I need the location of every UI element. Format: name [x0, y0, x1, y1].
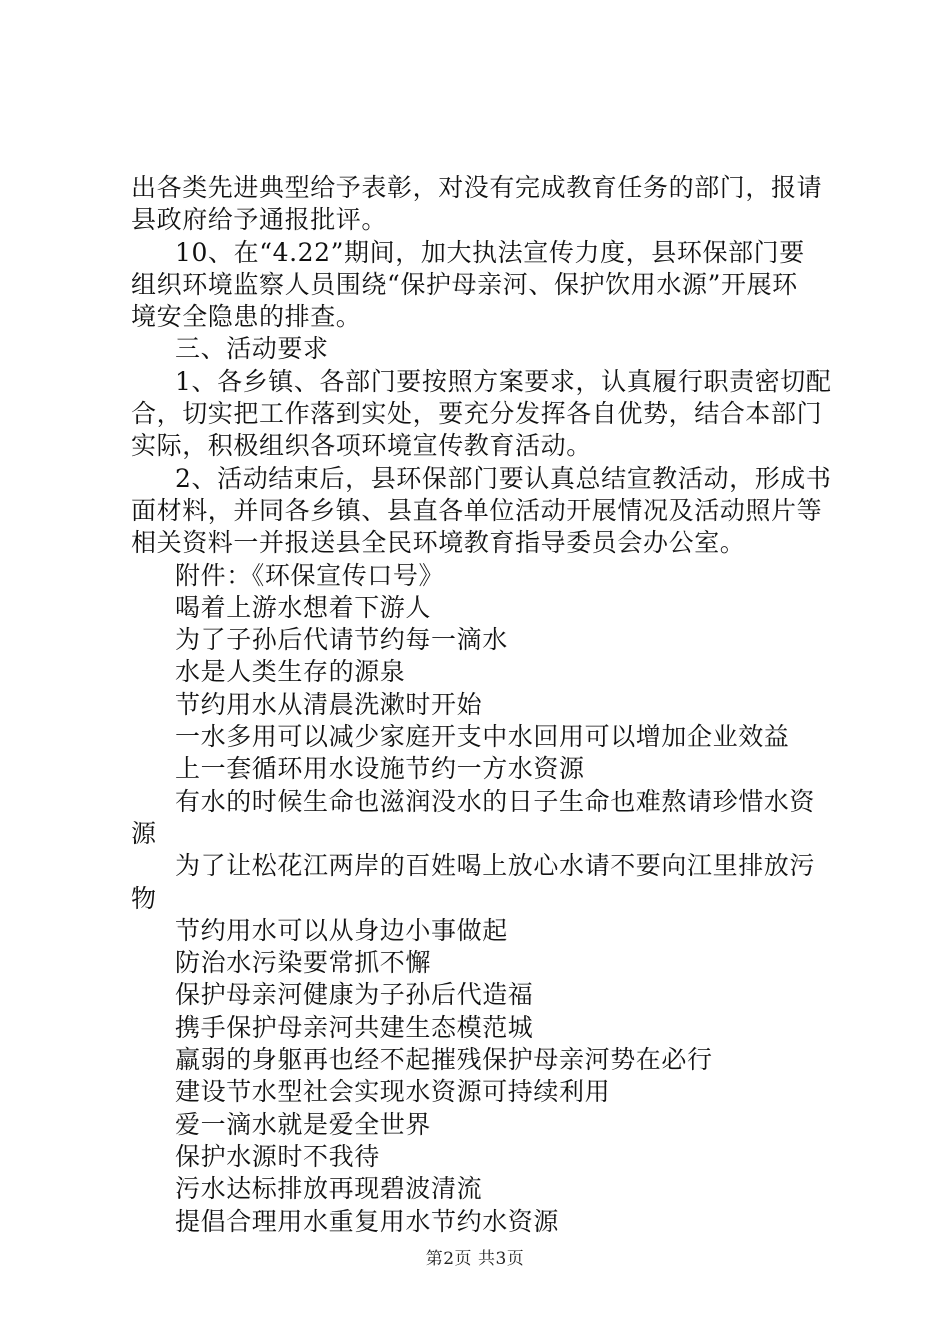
- text-line: 提倡合理用水重复用水节约水资源: [175, 1206, 560, 1236]
- text-line: 10、在“4.22”期间，加大执法宣传力度，县环保部门要: [175, 237, 805, 267]
- text-line: 合，切实把工作落到实处，要充分发挥各自优势，结合本部门: [131, 399, 823, 429]
- text-line: 物: [131, 883, 157, 913]
- text-line: 节约用水可以从身边小事做起: [175, 915, 508, 945]
- text-line: 防治水污染要常抓不懈: [175, 948, 432, 978]
- text-line: 源: [131, 818, 157, 848]
- text-line: 境安全隐患的排查。: [131, 302, 362, 332]
- text-line: 相关资料一并报送县全民环境教育指导委员会办公室。: [131, 528, 746, 558]
- text-line: 出各类先进典型给予表彰，对没有完成教育任务的部门，报请: [131, 173, 823, 202]
- text-line: 三、活动要求: [175, 334, 329, 364]
- text-line: 携手保护母亲河共建生态模范城: [175, 1012, 534, 1042]
- text-line: 羸弱的身躯再也经不起摧残保护母亲河势在必行: [175, 1045, 713, 1075]
- text-line: 面材料，并同各乡镇、县直各单位活动开展情况及活动照片等: [131, 495, 823, 525]
- text-line: 实际，积极组织各项环境宣传教育活动。: [131, 431, 592, 461]
- text-line: 为了子孙后代请节约每一滴水: [175, 625, 508, 655]
- text-line: 喝着上游水想着下游人: [175, 592, 432, 622]
- text-line: 为了让松花江两岸的百姓喝上放心水请不要向江里排放污: [175, 851, 816, 881]
- text-line: 水是人类生存的源泉: [175, 657, 406, 687]
- text-line: 县政府给予通报批评。: [131, 205, 388, 235]
- text-line: 有水的时候生命也滋润没水的日子生命也难熬请珍惜水资: [175, 786, 816, 816]
- text-line: 保护水源时不我待: [175, 1141, 380, 1171]
- document-body: [131, 172, 831, 1238]
- text-line: 2、活动结束后，县环保部门要认真总结宣教活动，形成书: [175, 463, 832, 493]
- text-line: 上一套循环用水设施节约一方水资源: [175, 754, 585, 784]
- text-line: 保护母亲河健康为子孙后代造福: [175, 980, 534, 1010]
- text-line: 节约用水从清晨洗漱时开始: [175, 689, 483, 719]
- page-footer: 第2页 共3页: [425, 1249, 525, 1269]
- text-line: 一水多用可以减少家庭开支中水回用可以增加企业效益: [175, 722, 790, 752]
- text-line: 附件：《环保宣传口号》: [175, 560, 445, 590]
- text-line: 1、各乡镇、各部门要按照方案要求，认真履行职责密切配: [175, 366, 832, 396]
- text-line: 污水达标排放再现碧波清流: [175, 1174, 483, 1204]
- text-line: 爱一滴水就是爱全世界: [175, 1109, 432, 1139]
- text-line: 建设节水型社会实现水资源可持续利用: [175, 1077, 611, 1107]
- text-line: 组织环境监察人员围绕“保护母亲河、保护饮用水源”开展环: [131, 269, 798, 299]
